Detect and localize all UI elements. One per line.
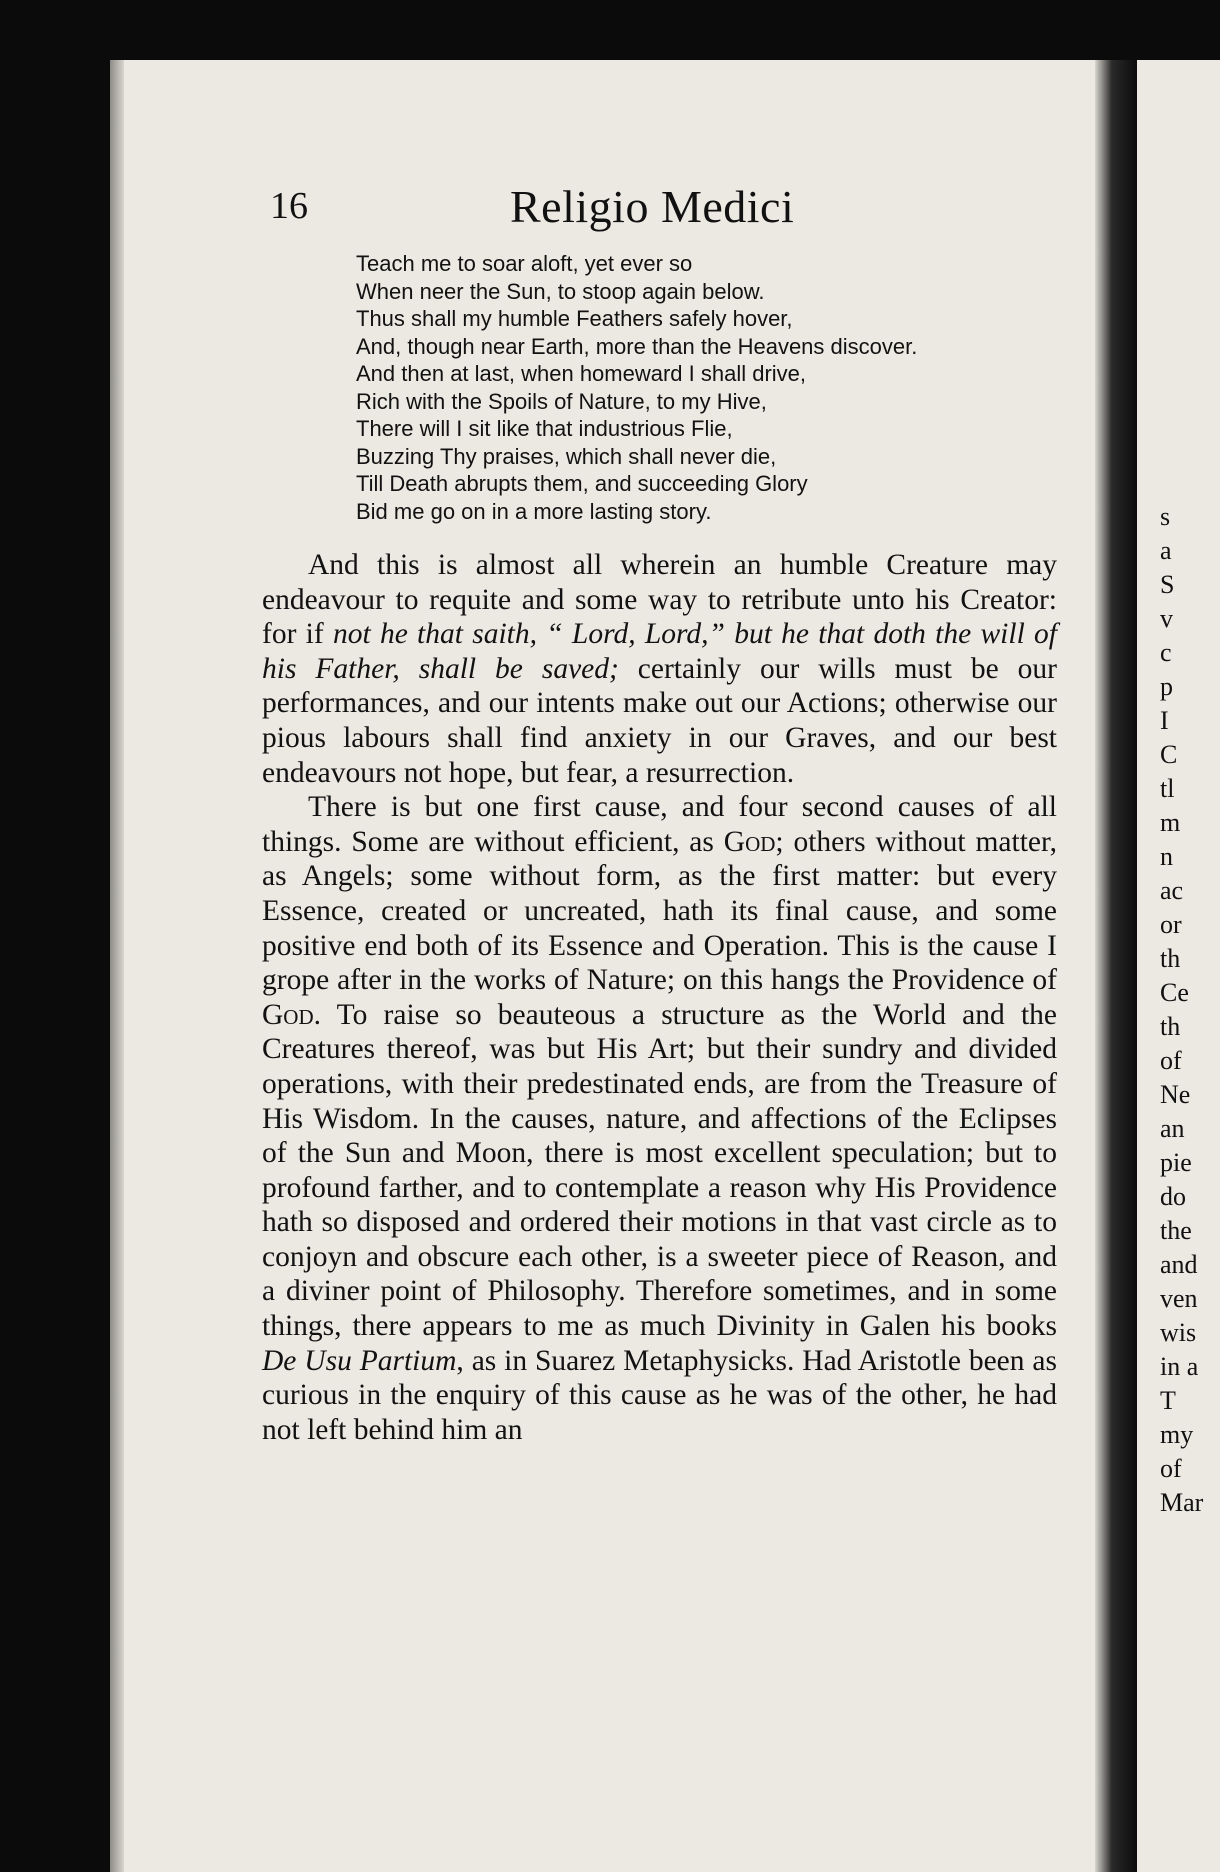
page-edge-shadow xyxy=(110,60,124,1872)
paragraph-2-text-d: , as in Suarez Metaphysicks. Had Aristotle been as curious in the enquiry of this cause as he was of the other, he had not left behind him an xyxy=(262,1344,1057,1446)
facing-page-fragment: T xyxy=(1160,1386,1176,1415)
facing-page-fragment: of xyxy=(1160,1454,1182,1483)
facing-page-fragment: Ne xyxy=(1160,1080,1191,1109)
paragraph-2 xyxy=(262,790,1057,1447)
facing-page-fragment: c xyxy=(1160,638,1172,667)
facing-page-fragment: tl xyxy=(1160,774,1175,803)
page-number: 16 xyxy=(270,185,308,227)
paragraph-2-god-1: God xyxy=(723,825,776,858)
facing-page-fragment: ven xyxy=(1160,1284,1198,1313)
running-title: Religio Medici xyxy=(510,181,795,232)
verse-line: Teach me to soar aloft, yet ever so xyxy=(356,251,693,276)
paragraph-2-text-a: There is but one first cause, and four second causes of all things. Some are without efficient, as xyxy=(262,791,1057,858)
facing-page-fragment: and xyxy=(1160,1250,1198,1279)
facing-page-fragment: a xyxy=(1160,536,1172,565)
facing-page-fragment: in a xyxy=(1160,1352,1199,1381)
facing-page-fragment: C xyxy=(1160,740,1178,769)
verse-line: And then at last, when homeward I shall drive, xyxy=(356,361,807,386)
paragraph-2-god-2: God xyxy=(262,998,314,1031)
verse-line: Buzzing Thy praises, which shall never die, xyxy=(356,443,777,469)
facing-page-fragment: wis xyxy=(1160,1318,1197,1347)
facing-page-fragment: p xyxy=(1160,672,1173,701)
verse-line: When neer the Sun, to stoop again below. xyxy=(356,278,765,304)
paragraph-1-text-b: certainly our wills must be our performances, and our intents make out our Actions; otherwise our pious labours shall find anxiety in our Graves, and our best endeavours not hope, but fear, a resurrection. xyxy=(262,652,1057,789)
facing-page-fragment: th xyxy=(1160,1012,1181,1041)
facing-page-fragment: th xyxy=(1160,944,1181,973)
facing-page-fragment: Mar xyxy=(1160,1488,1204,1517)
facing-page-fragment: v xyxy=(1160,604,1173,633)
facing-page-fragment: an xyxy=(1160,1114,1185,1143)
verse-block xyxy=(356,250,1076,525)
paragraph-1-text-a: And this is almost all wherein an humble Creature may endeavour to requite and some way to retribute unto his Creator: for if xyxy=(262,549,1057,651)
paragraph-1-scripture-quote: not he that saith, “ Lord, Lord,” but he that doth the will of his Father, shall be saved; xyxy=(262,618,1057,685)
verse-line: Rich with the Spoils of Nature, to my Hive, xyxy=(356,388,767,414)
facing-page-fragment: pie xyxy=(1160,1148,1192,1177)
page-header xyxy=(270,181,1090,244)
verse-line: And, though near Earth, more than the Heavens discover. xyxy=(356,333,918,359)
facing-page-fragment: m xyxy=(1160,808,1181,837)
facing-page-fragment: my xyxy=(1160,1420,1194,1449)
verse-line: Bid me go on in a more lasting story. xyxy=(356,498,712,524)
facing-page-fragment: Ce xyxy=(1160,978,1189,1007)
paragraph-1 xyxy=(262,548,1057,790)
facing-page-fragment: n xyxy=(1160,842,1173,871)
paragraph-2-text-b: ; others without matter, as Angels; some without form, as the first matter: but every Essence, created or uncreated, hath its final cause, and some positive end both of its Essence and Operation. This is the cause I grope after in the works of Nature; on this hangs the Providence of xyxy=(262,825,1057,997)
facing-page-fragment: ac xyxy=(1160,876,1184,905)
book-gutter xyxy=(1095,60,1137,1872)
facing-page-fragment: do xyxy=(1160,1182,1186,1211)
paragraph-2-book-title: De Usu Partium xyxy=(262,1344,457,1377)
facing-page-fragment: s xyxy=(1160,502,1171,531)
facing-page-fragment: the xyxy=(1160,1216,1192,1245)
verse-line: There will I sit like that industrious Flie, xyxy=(356,416,733,441)
paragraph-2-text-c: . To raise so beauteous a structure as the World and the Creatures thereof, was but His Art; but their sundry and divided operations, with their predestinated ends, are from the Treasure of His Wisdom. In the causes, nature, and affections of the Eclipses of the Sun and Moon, there is most excellent speculation; but to profound farther, and to contemplate a reason why His Providence hath so disposed and ordered their motions in that vast circle as to conjoyn and obscure each other, is a sweeter piece of Reason, and a diviner point of Philosophy. Therefore sometimes, and in some things, there appears to me as much Divinity in Galen his books xyxy=(262,998,1057,1343)
facing-page-text-fragments xyxy=(1160,500,1220,1520)
verse-line: Till Death abrupts them, and succeeding Glory xyxy=(356,471,808,496)
facing-page-fragment: of xyxy=(1160,1046,1182,1075)
prose-body xyxy=(262,548,1057,1447)
verse-line: Thus shall my humble Feathers safely hover, xyxy=(356,306,793,331)
facing-page-fragment: I xyxy=(1160,706,1169,735)
facing-page-fragment: S xyxy=(1160,570,1175,599)
facing-page-fragment: or xyxy=(1160,910,1182,939)
